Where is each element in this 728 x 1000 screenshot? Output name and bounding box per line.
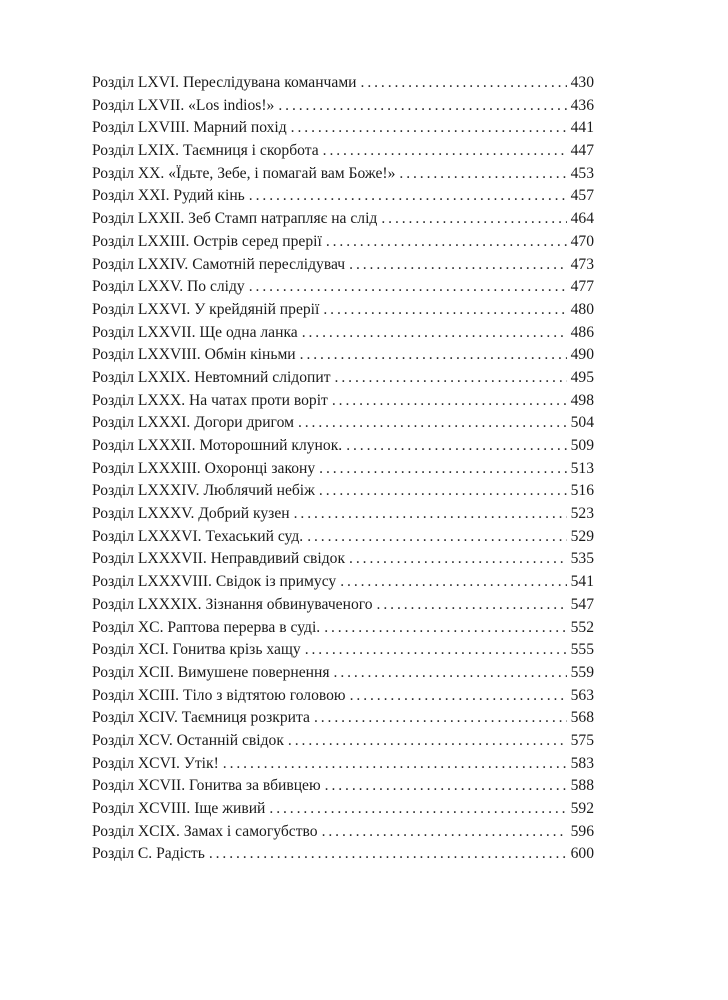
toc-entry-title: Розділ XXI. Рудий кінь <box>92 187 245 205</box>
toc-entry <box>92 594 594 617</box>
toc-entry-page: 430 <box>570 74 594 91</box>
toc-entry-title: Розділ LXXXIV. Люблячий небіж <box>92 482 315 500</box>
toc-entry-page: 473 <box>570 255 594 273</box>
toc-entry <box>92 322 594 345</box>
toc-entry-page: 568 <box>570 709 594 727</box>
toc-entry-page: 596 <box>570 822 594 840</box>
toc-entry <box>92 617 594 640</box>
toc-entry-title: Розділ LXIX. Таємниця і скорбота <box>92 142 319 160</box>
toc-entry <box>92 276 594 299</box>
toc-entry-page: 555 <box>570 641 594 659</box>
toc-entry-title: Розділ LXXXI. Догори дригом <box>92 414 294 432</box>
toc-entry-page: 523 <box>570 505 594 523</box>
toc-entry-title: Розділ LXXXVIII. Свідок із примусу <box>92 573 337 591</box>
toc-entry <box>92 435 594 458</box>
toc-entry-title: Розділ XCVI. Утік! <box>92 754 219 772</box>
dot-leader <box>334 662 567 685</box>
toc-entry-title: Розділ C. Радість <box>92 845 205 863</box>
dot-leader <box>302 322 567 345</box>
toc-entry-title: Розділ LXVIII. Марний похід <box>92 119 287 137</box>
dot-leader <box>269 798 566 821</box>
dot-leader <box>319 458 566 481</box>
toc-entry-title: Розділ XCI. Гонитва крізь хащу <box>92 641 301 659</box>
toc-entry-title: Розділ LXXX. На чатах проти воріт <box>92 391 328 409</box>
toc-entry-title: Розділ LXXIX. Невтомний слідопит <box>92 368 331 386</box>
toc-entry-title: Розділ LXXXVII. Неправдивий свідок <box>92 550 346 568</box>
toc-entry-title: Розділ LXXVIII. Обмін кіньми <box>92 346 296 364</box>
dot-leader <box>326 231 567 254</box>
dot-leader <box>346 435 566 458</box>
toc-entry-page: 559 <box>570 663 594 681</box>
toc-entry-page: 490 <box>570 346 594 364</box>
dot-leader <box>249 276 567 299</box>
toc-entry-title: Розділ XCIV. Таємниця розкрита <box>92 709 310 727</box>
toc-entry <box>92 821 594 844</box>
toc-entry-title: Розділ LXXXVI. Техаський суд. <box>92 527 304 545</box>
dot-leader <box>324 617 566 640</box>
toc-entry-page: 600 <box>570 845 594 863</box>
toc-entry <box>92 390 594 413</box>
toc-entry-title: Розділ LXXV. По сліду <box>92 278 245 296</box>
dot-leader <box>349 254 566 277</box>
toc-entry-title: Розділ LXXIII. Острів серед прерії <box>92 232 322 250</box>
toc-entry <box>92 571 594 594</box>
toc-entry-page: 436 <box>570 96 594 114</box>
toc-entry <box>92 367 594 390</box>
toc-entry-title: Розділ LXXXII. Моторошний клунок. <box>92 437 343 454</box>
dot-leader <box>307 526 566 549</box>
toc-entry-title: Розділ XX. «Їдьте, Зебе, і помагай вам Боже!» <box>92 164 396 182</box>
toc-entry-page: 477 <box>570 278 594 296</box>
toc-entry <box>92 140 594 163</box>
toc-entry-title: Розділ LXXXV. Добрий кузен <box>92 505 290 523</box>
dot-leader <box>249 185 567 208</box>
toc-entry-page: 457 <box>570 187 594 205</box>
dot-leader <box>340 571 566 594</box>
toc-entry <box>92 843 594 866</box>
toc-entry-title: Розділ LXXIV. Самотній переслідувач <box>92 255 346 273</box>
dot-leader <box>323 140 567 163</box>
toc-entry <box>92 72 594 95</box>
dot-leader <box>325 775 567 798</box>
dot-leader <box>332 390 567 413</box>
toc-entry-page: 498 <box>570 391 594 409</box>
toc-entry <box>92 480 594 503</box>
toc-entry <box>92 412 594 435</box>
toc-entry-page: 504 <box>570 414 594 432</box>
toc-entry-title: Розділ LXXXIII. Охоронці закону <box>92 459 316 477</box>
toc-entry-title: Розділ LXVI. Переслідувана команчами <box>92 74 357 91</box>
toc-entry <box>92 548 594 571</box>
toc-entry <box>92 344 594 367</box>
toc-entry-title: Розділ XCIII. Тіло з відтятою головою <box>92 686 346 704</box>
dot-leader <box>298 412 567 435</box>
toc-entry-title: Розділ XCII. Вимушене повернення <box>92 663 330 681</box>
toc-entry <box>92 526 594 549</box>
toc-entry <box>92 299 594 322</box>
toc-entry <box>92 231 594 254</box>
toc-entry-page: 453 <box>570 164 594 182</box>
toc-entry-page: 447 <box>570 142 594 160</box>
toc-entry-title: Розділ LXXII. Зеб Стамп натрапляє на слід <box>92 210 378 228</box>
dot-leader <box>381 208 566 231</box>
toc-entry-title: Розділ LXXVII. Ще одна ланка <box>92 323 298 341</box>
dot-leader <box>288 730 567 753</box>
dot-leader <box>278 95 566 118</box>
toc-entry-page: 464 <box>570 210 594 228</box>
toc-entry-page: 535 <box>570 550 594 568</box>
toc-entry <box>92 458 594 481</box>
toc-entry <box>92 185 594 208</box>
toc-entry <box>92 753 594 776</box>
toc-entry <box>92 798 594 821</box>
table-of-contents <box>92 72 594 866</box>
toc-entry <box>92 254 594 277</box>
dot-leader <box>291 117 567 140</box>
toc-entry <box>92 707 594 730</box>
dot-leader <box>361 72 567 95</box>
toc-entry <box>92 775 594 798</box>
dot-leader <box>350 685 567 708</box>
toc-entry <box>92 95 594 118</box>
toc-entry-page: 547 <box>570 595 594 613</box>
toc-entry-page: 541 <box>570 573 594 591</box>
toc-entry-page: 563 <box>570 686 594 704</box>
toc-entry-page: 509 <box>570 437 594 454</box>
dot-leader <box>323 299 566 322</box>
dot-leader <box>322 821 567 844</box>
toc-entry-page: 470 <box>570 232 594 250</box>
toc-entry-page: 480 <box>570 300 594 318</box>
toc-entry-page: 516 <box>570 482 594 500</box>
dot-leader <box>294 503 567 526</box>
toc-entry-title: Розділ XCVII. Гонитва за вбивцею <box>92 777 321 795</box>
toc-entry-page: 513 <box>570 459 594 477</box>
toc-entry <box>92 163 594 186</box>
toc-entry-page: 441 <box>570 119 594 137</box>
toc-entry <box>92 730 594 753</box>
toc-entry <box>92 117 594 140</box>
toc-entry-title: Розділ XCIX. Замах і самогубство <box>92 822 318 840</box>
toc-entry <box>92 639 594 662</box>
toc-entry-page: 583 <box>570 754 594 772</box>
dot-leader <box>399 163 566 186</box>
dot-leader <box>300 344 567 367</box>
toc-entry-title: Розділ LXXVI. У крейдяній прерії <box>92 300 320 318</box>
toc-entry-page: 486 <box>570 323 594 341</box>
dot-leader <box>314 707 567 730</box>
dot-leader <box>349 548 567 571</box>
toc-entry-title: Розділ LXXXIX. Зізнання обвинуваченого <box>92 595 373 613</box>
toc-entry <box>92 208 594 231</box>
dot-leader <box>223 753 567 776</box>
toc-entry-title: Розділ XCV. Останній свідок <box>92 731 284 749</box>
dot-leader <box>335 367 567 390</box>
toc-entry <box>92 685 594 708</box>
toc-entry-page: 588 <box>570 777 594 795</box>
toc-entry-page: 529 <box>570 527 594 545</box>
dot-leader <box>319 480 567 503</box>
toc-entry <box>92 662 594 685</box>
toc-entry-page: 575 <box>570 731 594 749</box>
toc-entry <box>92 503 594 526</box>
toc-entry-page: 592 <box>570 800 594 817</box>
toc-entry-page: 495 <box>570 368 594 386</box>
dot-leader <box>305 639 567 662</box>
dot-leader <box>209 843 567 866</box>
toc-entry-page: 552 <box>570 618 594 636</box>
toc-entry-title: Розділ XC. Раптова перерва в суді. <box>92 618 321 636</box>
toc-entry-title: Розділ XCVIII. Іще живий <box>92 800 266 817</box>
toc-entry-title: Розділ LXVII. «Los indios!» <box>92 96 275 114</box>
dot-leader <box>377 594 567 617</box>
